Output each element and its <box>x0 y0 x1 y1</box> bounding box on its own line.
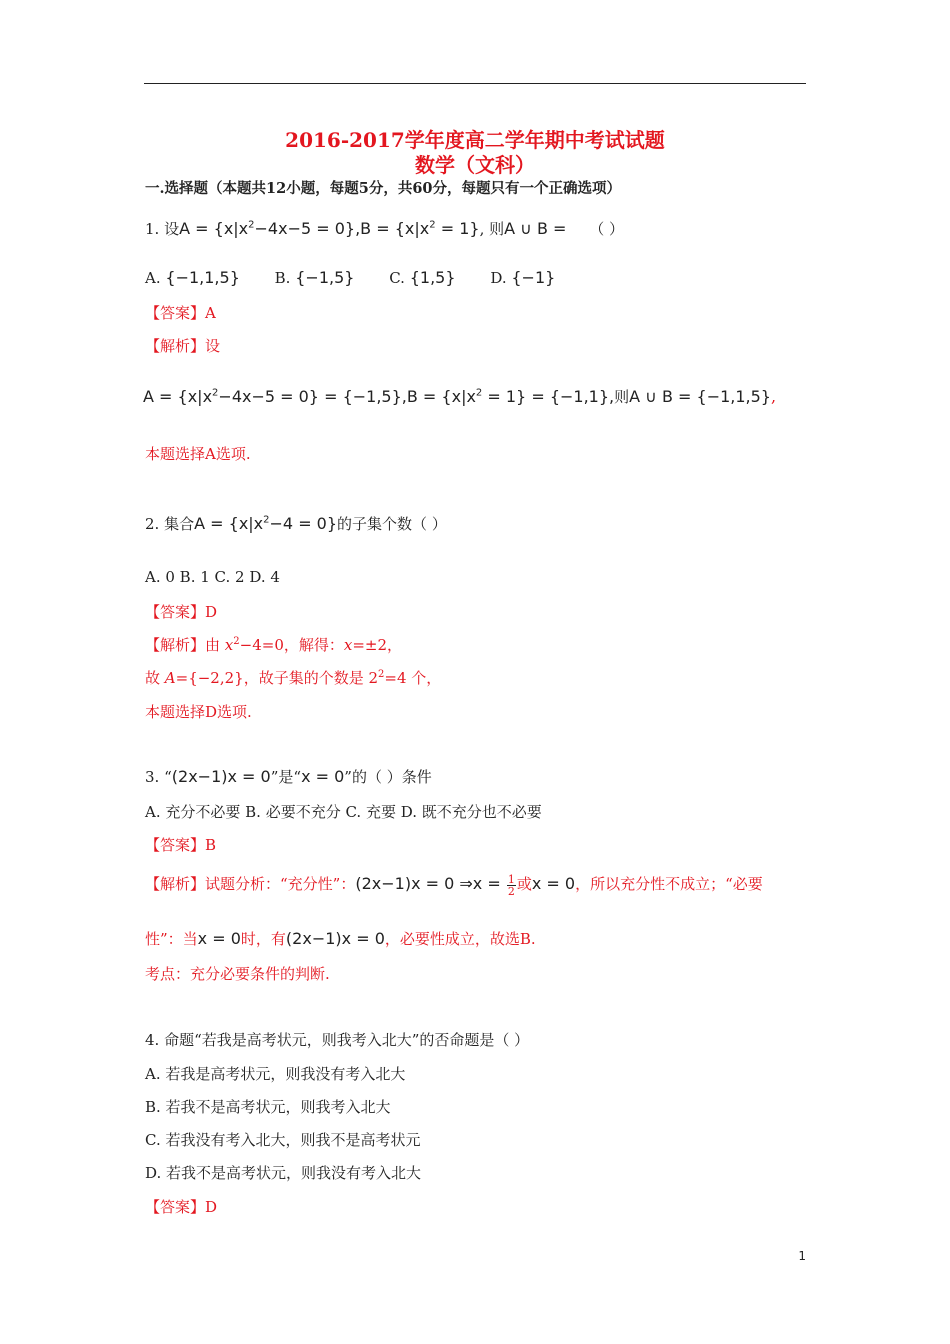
q1-conclusion: 本题选择A选项. <box>145 445 251 463</box>
option-c-label: C. <box>389 269 405 287</box>
math-expression: A ∪ B = <box>504 219 567 238</box>
section-heading: 一.选择题（本题共12小题，每题5分，共60分，每题只有一个正确选项） <box>145 180 621 197</box>
q1-solution <box>143 386 776 407</box>
math-expression: x = 0 <box>531 874 576 893</box>
question-number: 1. <box>145 220 160 238</box>
answer-tag: 【答案】 <box>145 1198 206 1216</box>
answer-line-1 <box>145 302 216 323</box>
analysis-tag: 【解析】 <box>145 875 206 893</box>
question-4-option-c: C. 若我没有考入北大，则我不是高考状元 <box>145 1131 421 1149</box>
analysis-line-3a: 【解析】试题分析：“充分性”：(2x−1)x = 0 ⇒x = $\frac{1}{2}$ 或x = 0，所以充分性不成立；“必要 <box>145 872 763 898</box>
math-expression: $A = \{x|x^2-4 = 0\}$ <box>194 514 338 533</box>
question-number: 2. <box>145 515 160 533</box>
answer-tag: 【答案】 <box>145 836 206 854</box>
question-2-options: A. 0 B. 1 C. 2 D. 4 <box>145 568 280 586</box>
question-1-options <box>145 268 555 287</box>
question-lead: 设 <box>164 220 180 238</box>
answer-value: D <box>205 1198 218 1216</box>
option-a: {−1,1,5} <box>165 268 240 287</box>
analysis-tag: 【解析】 <box>145 337 206 355</box>
question-3-options: A. 充分不必要 B. 必要不充分 C. 充要 D. 既不充分也不必要 <box>145 803 542 821</box>
question-4-option-b: B. 若我不是高考状元，则我考入北大 <box>145 1098 391 1116</box>
solution-connector: 则 <box>614 388 630 406</box>
math-expression: (2x−1)x = 0 ⇒x = <box>355 874 506 893</box>
analysis-lead: 设 <box>205 337 221 355</box>
answer-value: D <box>205 603 218 621</box>
page-number: 1 <box>798 1249 806 1263</box>
answer-blank: （ ） <box>589 220 624 238</box>
analysis-line-1 <box>145 335 220 356</box>
math-expression: (2x−1)x = 0 <box>171 767 271 786</box>
option-a-label: A. <box>145 269 161 287</box>
math-expression: A ∪ B = {−1,1,5} <box>629 387 771 406</box>
page-subtitle: 数学（文科） <box>415 153 535 177</box>
answer-line-3 <box>145 834 216 855</box>
analysis-line-2a: 【解析】由 $x^2-4=0$，解得：x=±2， <box>145 636 403 654</box>
question-4-option-a: A. 若我是高考状元，则我没有考入北大 <box>145 1065 406 1083</box>
math-expression: $A = \{x|x^2-4x-5 = 0\} = \{-1,5\},B = \{x|x^2 = 1\} = \{-1,1\}$, <box>143 387 615 406</box>
analysis-line-3c: 考点：充分必要条件的判断. <box>145 965 330 983</box>
question-lead: 集合 <box>164 515 195 533</box>
question-number: 3. <box>145 768 160 786</box>
solution-punct: , <box>770 387 777 406</box>
answer-tag: 【答案】 <box>145 304 206 322</box>
analysis-line-3b: 性”：当x = 0时，有(2x−1)x = 0，必要性成立，故选B. <box>145 929 536 948</box>
question-connector: , 则 <box>479 220 505 238</box>
question-4-option-d: D. 若我不是高考状元，则我没有考入北大 <box>145 1164 422 1182</box>
option-c: {1,5} <box>409 268 456 287</box>
question-2-stem <box>145 513 447 534</box>
page-title: 2016-2017学年度高二学年期中考试试题 <box>285 128 665 152</box>
math-expression: (2x−1)x = 0 <box>285 929 385 948</box>
math-expression: $A = \{x|x^2-4x-5 = 0\},B = \{x|x^2 = 1\}$ <box>179 219 480 238</box>
question-tail: 的子集个数（ ） <box>337 515 447 533</box>
answer-line-2 <box>145 601 217 622</box>
option-d-label: D. <box>490 269 507 287</box>
answer-value: B <box>205 836 217 854</box>
option-d: {−1} <box>511 268 556 287</box>
answer-value: A <box>205 304 216 322</box>
question-4-stem: 4. 命题“若我是高考状元，则我考入北大”的否命题是（ ） <box>145 1031 530 1049</box>
math-expression: x = 0 <box>197 929 241 948</box>
math-expression: x = 0 <box>301 767 345 786</box>
answer-line-4 <box>145 1196 217 1217</box>
fraction-one-half: $\frac{1}{2}$ <box>507 872 515 898</box>
header-rule <box>144 83 806 84</box>
option-b-label: B. <box>274 269 291 287</box>
question-1-stem <box>145 218 624 239</box>
option-b: {−1,5} <box>295 268 355 287</box>
question-3-stem: 3. “(2x−1)x = 0”是“x = 0”的（ ）条件 <box>145 767 432 786</box>
analysis-tag: 【解析】 <box>145 636 206 654</box>
q2-conclusion: 本题选择D选项. <box>145 703 252 721</box>
answer-tag: 【答案】 <box>145 603 206 621</box>
analysis-line-2b: 故 A={−2,2}，故子集的个数是 $2^2=4$ 个， <box>145 669 442 687</box>
